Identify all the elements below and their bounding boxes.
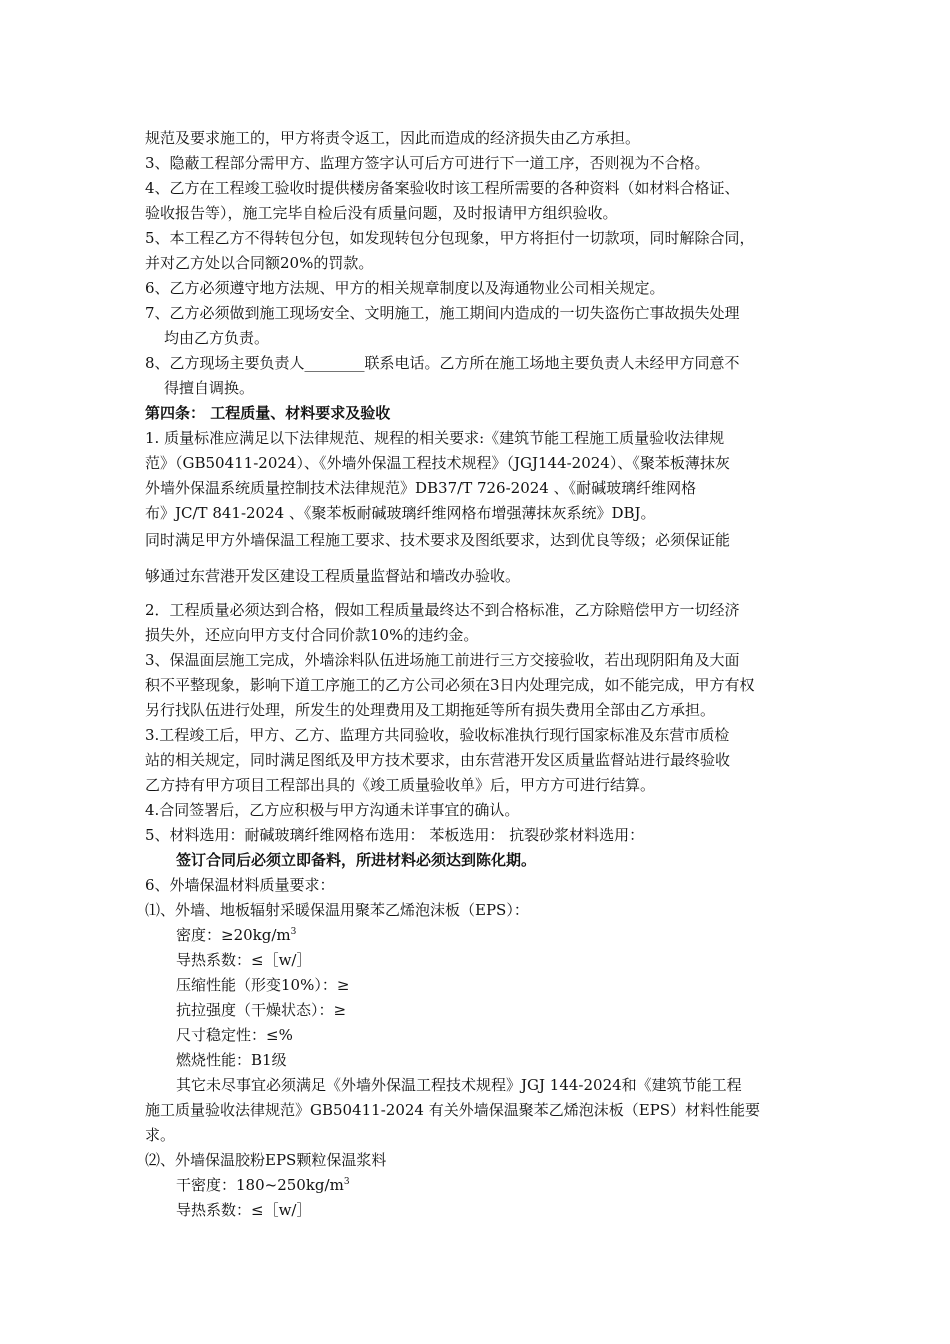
spec-line: 压缩性能（形变10%）：≥ <box>176 976 350 994</box>
text-line: 外墙外保温系统质量控制技术法律规范》DB37/T 726-2024 、《耐碱玻璃纤维网格 <box>145 479 697 497</box>
text-line: 另行找队伍进行处理，所发生的处理费用及工期拖延等所有损失费用全部由乙方承担。 <box>145 701 716 719</box>
text-line: 6、乙方必须遵守地方法规、甲方的相关规章制度以及海通物业公司相关规定。 <box>145 279 665 297</box>
text-line: 3.工程竣工后，甲方、乙方、监理方共同验收，验收标准执行现行国家标准及东营市质检 <box>145 726 730 744</box>
text-line: 乙方持有甲方项目工程部出具的《竣工质量验收单》后，甲方方可进行结算。 <box>145 776 656 794</box>
text-line: 7、乙方必须做到施工现场安全、文明施工，施工期间内造成的一切失盗伤亡事故损失处理 <box>145 304 740 322</box>
text-line: 范》（GB50411-2024）、《外墙外保温工程技术规程》（JGJ144-2024）、《聚苯板薄抹灰 <box>145 454 730 472</box>
superscript: 3 <box>290 927 297 937</box>
spec-line <box>176 1175 350 1195</box>
text-line: 3、隐蔽工程部分需甲方、监理方签字认可后方可进行下一道工序，否则视为不合格。 <box>145 154 710 172</box>
text-line: 4、乙方在工程竣工验收时提供楼房备案验收时该工程所需要的各种资料（如材料合格证、 <box>145 179 740 197</box>
spec-text: 密度：≥20kg/m <box>176 926 291 944</box>
text-line: 均由乙方负责。 <box>164 329 270 347</box>
text-line: 站的相关规定，同时满足图纸及甲方技术要求，由东营港开发区质量监督站进行最终验收 <box>145 751 731 769</box>
text-line: 施工质量验收法律规范》GB50411-2024 有关外墙保温聚苯乙烯泡沫板（EPS）材料性能要 <box>145 1101 761 1119</box>
text-line: 5、材料选用：耐碱玻璃纤维网格布选用： 苯板选用： 抗裂砂浆材料选用： <box>145 826 645 844</box>
text-line: 损失外，还应向甲方支付合同价款10%的违约金。 <box>145 626 479 644</box>
text-line: 5、本工程乙方不得转包分包，如发现转包分包现象，甲方将拒付一切款项，同时解除合同， <box>145 229 755 247</box>
text-line: 6、外墙保温材料质量要求： <box>145 876 335 894</box>
spec-text: 干密度：180~250kg/m <box>176 1176 344 1194</box>
text-line: ⑴、外墙、地板辐射采暖保温用聚苯乙烯泡沫板（EPS）： <box>145 901 529 919</box>
spec-line: 尺寸稳定性：≤% <box>176 1026 293 1044</box>
text-line: 1. 质量标准应满足以下法律规范、规程的相关要求:《建筑节能工程施工质量验收法律规 <box>145 429 725 447</box>
text-line: 4.合同签署后，乙方应积极与甲方沟通未详事宜的确认。 <box>145 801 520 819</box>
text-line: 够通过东营港开发区建设工程质量监督站和墙改办验收。 <box>145 567 521 585</box>
text-line: 布》JC/T 841-2024 、《聚苯板耐碱玻璃纤维网格布增强薄抹灰系统》DBJ。 <box>145 504 656 522</box>
section-heading: 第四条： 工程质量、材料要求及验收 <box>145 404 391 422</box>
superscript: 3 <box>343 1177 350 1187</box>
spec-line <box>176 925 296 945</box>
spec-line: 抗拉强度（干燥状态）：≥ <box>176 1001 347 1019</box>
spec-line: 燃烧性能：B1级 <box>176 1051 287 1069</box>
spec-line: 导热系数：≤［w/］ <box>176 951 312 969</box>
text-line: 积不平整现象，影响下道工序施工的乙方公司必须在3日内处理完成，如不能完成，甲方有权 <box>145 676 755 694</box>
text-line: 2．工程质量必须达到合格，假如工程质量最终达不到合格标准，乙方除赔偿甲方一切经济 <box>145 601 740 619</box>
text-line: 其它未尽事宜必须满足《外墙外保温工程技术规程》JGJ 144-2024和《建筑节能工程 <box>176 1076 742 1094</box>
text-line: 3、保温面层施工完成，外墙涂料队伍进场施工前进行三方交接验收，若出现阴阳角及大面 <box>145 651 740 669</box>
text-line: 规范及要求施工的，甲方将责令返工，因此而造成的经济损失由乙方承担。 <box>145 129 641 147</box>
text-line: 并对乙方处以合同额20%的罚款。 <box>145 254 374 272</box>
emphasis-line: 签订合同后必须立即备料，所进材料必须达到陈化期。 <box>176 851 537 869</box>
text-line: 求。 <box>145 1126 176 1144</box>
text-line: ⑵、外墙保温胶粉EPS颗粒保温浆料 <box>145 1151 387 1169</box>
spec-line: 导热系数：≤［w/］ <box>176 1201 312 1219</box>
text-line: 验收报告等），施工完毕自检后没有质量问题，及时报请甲方组织验收。 <box>145 204 618 222</box>
text-line: 得擅自调换。 <box>164 379 255 397</box>
text-line: 8、乙方现场主要负责人________联系电话。乙方所在施工场地主要负责人未经甲方同意不 <box>145 354 740 372</box>
text-line: 同时满足甲方外墙保温工程施工要求、技术要求及图纸要求，达到优良等级；必须保证能 <box>145 531 731 549</box>
